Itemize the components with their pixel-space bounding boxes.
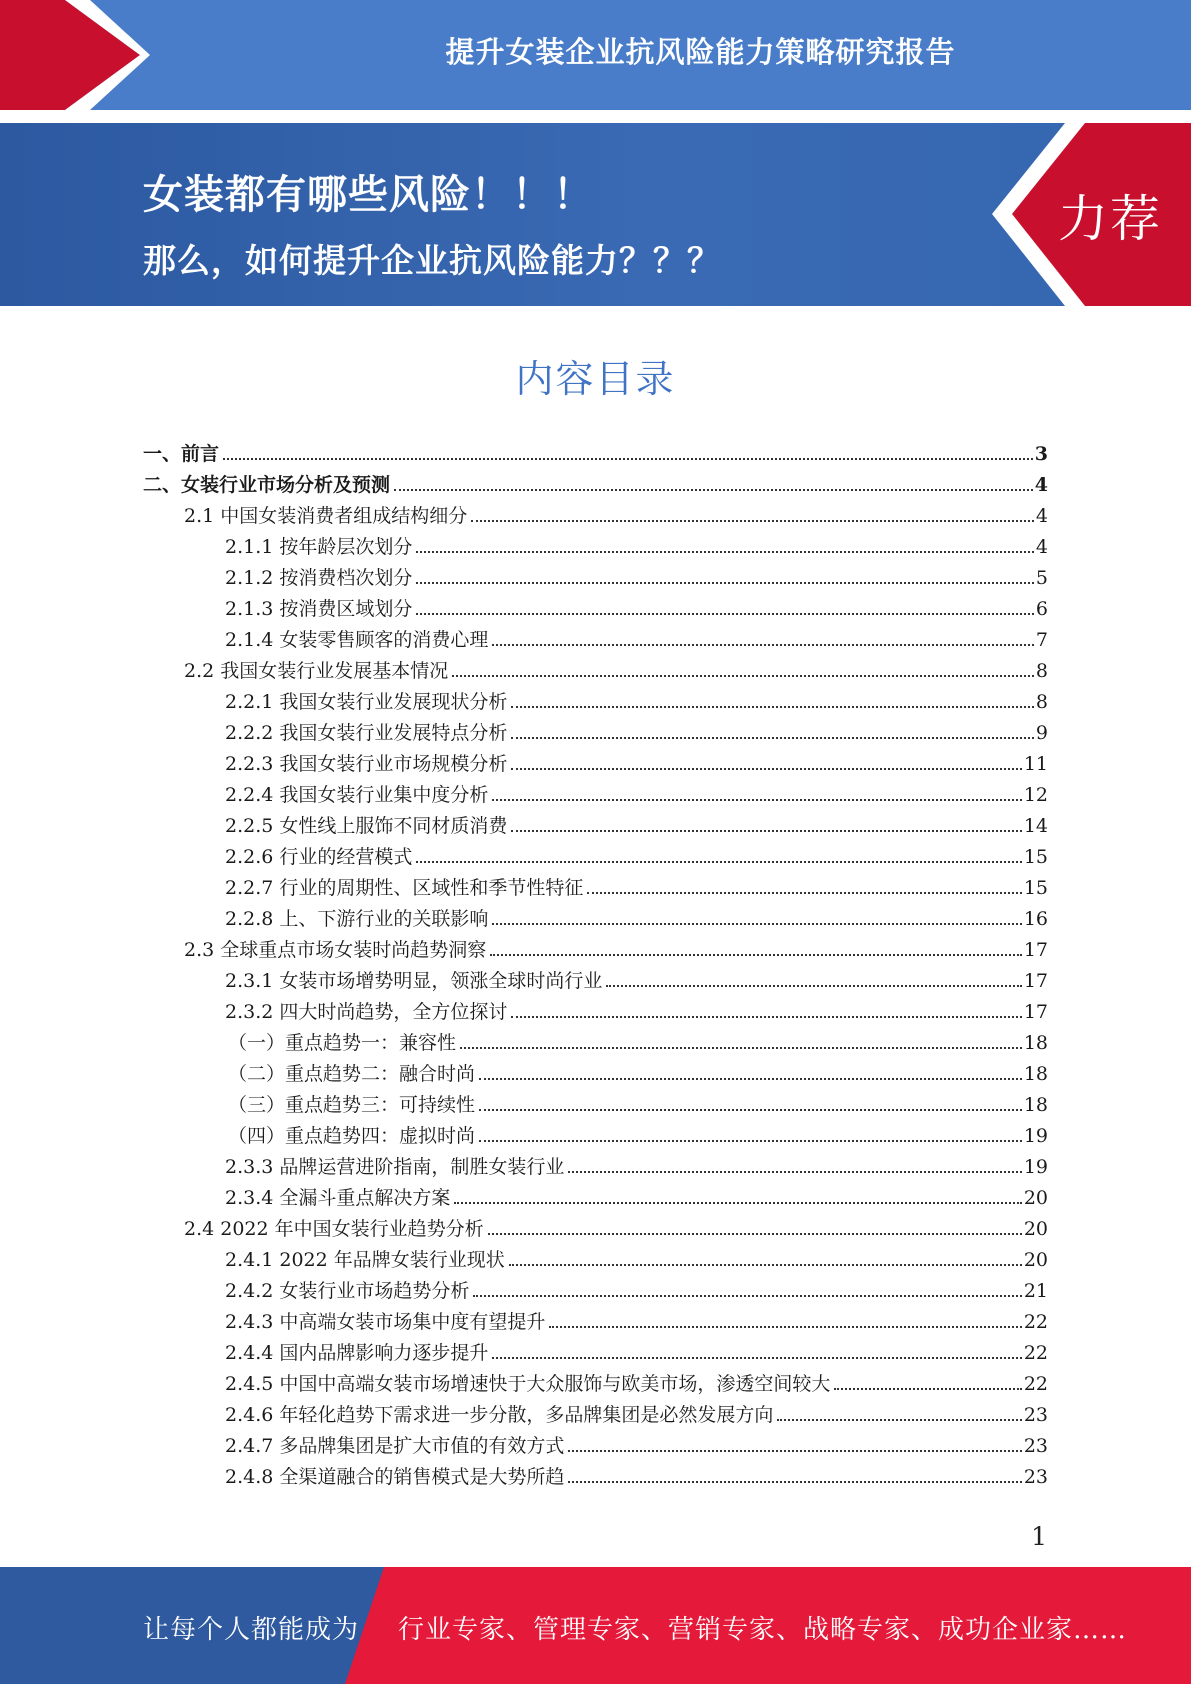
toc-entry-page: 20: [1023, 1249, 1048, 1271]
toc-entry-title: 2.1.1 按年龄层次划分: [225, 536, 413, 558]
toc-entry[interactable]: [228, 1055, 1048, 1086]
toc-entry-page: 4: [1035, 505, 1048, 527]
report-title: 提升女装企业抗风险能力策略研究报告: [445, 35, 956, 69]
toc-entry[interactable]: [225, 1272, 1048, 1303]
toc-entry-page: 15: [1023, 846, 1048, 868]
toc-entry-title: 2.3.3 品牌运营进阶指南，制胜女装行业: [225, 1156, 565, 1178]
leader-dots: [460, 1047, 1022, 1049]
leader-dots: [834, 1388, 1021, 1390]
toc-entry-title: 2.4.5 中国中高端女装市场增速快于大众服饰与欧美市场，渗透空间较大: [225, 1373, 831, 1395]
toc-entry[interactable]: [225, 621, 1048, 652]
toc-entry-page: 21: [1023, 1280, 1048, 1302]
toc-entry-title: （四）重点趋势四：虚拟时尚: [228, 1125, 476, 1147]
toc-entry[interactable]: [225, 1334, 1048, 1365]
toc-entry[interactable]: [228, 1117, 1048, 1148]
toc-entry[interactable]: [225, 590, 1048, 621]
toc-entry-title: 2.2.5 女性线上服饰不同材质消费: [225, 815, 508, 837]
toc-entry-page: 23: [1023, 1466, 1048, 1488]
toc-entry-page: 20: [1023, 1187, 1048, 1209]
top-header-band: [0, 0, 1191, 110]
toc-entry-page: 20: [1023, 1218, 1048, 1240]
toc-entry-title: 2.2.7 行业的周期性、区域性和季节性特征: [225, 877, 584, 899]
toc-entry-title: 2.4.4 国内品牌影响力逐步提升: [225, 1342, 489, 1364]
toc-entry-title: 2.2.3 我国女装行业市场规模分析: [225, 753, 508, 775]
toc-entry-title: 2.4.7 多品牌集团是扩大市值的有效方式: [225, 1435, 565, 1457]
toc-entry-title: 2.4.6 年轻化趋势下需求进一步分散，多品牌集团是必然发展方向: [225, 1404, 774, 1426]
leader-dots: [492, 799, 1021, 801]
toc-entry-page: 6: [1035, 598, 1048, 620]
recommend-badge: 力荐: [1058, 190, 1162, 248]
footer-roles: 行业专家、管理专家、营销专家、战略专家、成功企业家……: [398, 1615, 1128, 1645]
toc-entry[interactable]: [225, 1241, 1048, 1272]
leader-dots: [479, 1078, 1022, 1080]
toc-entry-page: 15: [1023, 877, 1048, 899]
leader-dots: [416, 551, 1034, 553]
toc-entry-page: 4: [1035, 536, 1048, 558]
toc-entry[interactable]: [225, 776, 1048, 807]
leader-dots: [479, 1109, 1022, 1111]
toc-entry[interactable]: [225, 962, 1048, 993]
toc-entry-title: 2.3 全球重点市场女装时尚趋势洞察: [184, 939, 487, 961]
leader-dots: [511, 768, 1021, 770]
toc-entry-page: 4: [1034, 474, 1048, 496]
toc-entry-title: 2.1 中国女装消费者组成结构细分: [184, 505, 468, 527]
leader-dots: [568, 1171, 1021, 1173]
leader-dots: [473, 1295, 1021, 1297]
toc-entry[interactable]: [228, 1024, 1048, 1055]
leader-dots: [223, 458, 1033, 460]
toc-entry-page: 16: [1023, 908, 1048, 930]
toc-entry-page: 18: [1023, 1063, 1048, 1085]
footer-slogan: 让每个人都能成为: [143, 1615, 360, 1645]
toc-entry-title: 2.3.4 全漏斗重点解决方案: [225, 1187, 451, 1209]
toc-entry[interactable]: [184, 931, 1048, 962]
toc-entry[interactable]: [225, 528, 1048, 559]
toc-entry-page: 19: [1023, 1156, 1048, 1178]
toc-entry-page: 23: [1023, 1435, 1048, 1457]
footer-band: [0, 1567, 1191, 1684]
leader-dots: [471, 520, 1034, 522]
leader-dots: [492, 644, 1034, 646]
toc-entry-title: 2.1.3 按消费区域划分: [225, 598, 413, 620]
toc-entry-page: 22: [1023, 1373, 1048, 1395]
toc-entry[interactable]: [225, 683, 1048, 714]
toc-entry-page: 17: [1023, 1001, 1048, 1023]
toc-entry[interactable]: [225, 1365, 1048, 1396]
toc-entry[interactable]: [225, 1303, 1048, 1334]
toc-entry-title: 一、前言: [143, 443, 220, 465]
leader-dots: [416, 613, 1034, 615]
leader-dots: [511, 830, 1021, 832]
leader-dots: [777, 1419, 1021, 1421]
leader-dots: [511, 706, 1034, 708]
toc-entry[interactable]: [228, 1086, 1048, 1117]
toc-entry[interactable]: [225, 993, 1048, 1024]
leader-dots: [511, 1016, 1021, 1018]
toc-heading: 内容目录: [515, 357, 676, 401]
toc-entry[interactable]: [225, 838, 1048, 869]
toc-entry-page: 9: [1035, 722, 1048, 744]
toc-entry[interactable]: [143, 435, 1048, 466]
leader-dots: [509, 1264, 1022, 1266]
toc-entry[interactable]: [225, 807, 1048, 838]
toc-entry-page: 18: [1023, 1032, 1048, 1054]
toc-entry[interactable]: [225, 1458, 1048, 1489]
toc-entry-page: 19: [1023, 1125, 1048, 1147]
leader-dots: [488, 1233, 1022, 1235]
toc-entry[interactable]: [184, 1210, 1048, 1241]
toc-entry-page: 17: [1023, 939, 1048, 961]
toc-entry-title: 2.2 我国女装行业发展基本情况: [184, 660, 449, 682]
leader-dots: [587, 892, 1021, 894]
toc-entry-title: 二、女装行业市场分析及预测: [143, 474, 391, 496]
leader-dots: [479, 1140, 1022, 1142]
leader-dots: [492, 1357, 1021, 1359]
leader-dots: [568, 1450, 1021, 1452]
toc-entry-page: 8: [1035, 660, 1048, 682]
leader-dots: [452, 675, 1034, 677]
toc-entry-page: 7: [1035, 629, 1048, 651]
leader-dots: [454, 1202, 1021, 1204]
toc-entry-page: 22: [1023, 1342, 1048, 1364]
toc-entry-title: 2.4.3 中高端女装市场集中度有望提升: [225, 1311, 546, 1333]
leader-dots: [549, 1326, 1021, 1328]
leader-dots: [416, 582, 1034, 584]
leader-dots: [606, 985, 1021, 987]
toc-entry-page: 14: [1023, 815, 1048, 837]
toc-entry-page: 18: [1023, 1094, 1048, 1116]
toc-entry[interactable]: [184, 652, 1048, 683]
toc-entry-title: （一）重点趋势一：兼容性: [228, 1032, 457, 1054]
toc-entry[interactable]: [225, 1427, 1048, 1458]
toc-entry-page: 5: [1035, 567, 1048, 589]
promo-banner: [0, 123, 1191, 306]
toc-entry-page: 12: [1023, 784, 1048, 806]
leader-dots: [416, 861, 1021, 863]
leader-dots: [492, 923, 1021, 925]
toc-entry-title: 2.3.1 女装市场增势明显，领涨全球时尚行业: [225, 970, 603, 992]
toc-entry[interactable]: [225, 745, 1048, 776]
toc-entry[interactable]: [225, 1179, 1048, 1210]
toc-entry-title: 2.1.2 按消费档次划分: [225, 567, 413, 589]
toc-entry[interactable]: [184, 497, 1048, 528]
toc-entry-title: 2.2.8 上、下游行业的关联影响: [225, 908, 489, 930]
banner-headline: 女装都有哪些风险！！！: [143, 172, 594, 218]
toc-entry[interactable]: [225, 1148, 1048, 1179]
banner-subheadline: 那么，如何提升企业抗风险能力？？？: [143, 241, 721, 280]
toc-entry-title: （三）重点趋势三：可持续性: [228, 1094, 476, 1116]
toc-entry-title: 2.4.1 2022 年品牌女装行业现状: [225, 1249, 505, 1271]
toc-entry-title: 2.2.4 我国女装行业集中度分析: [225, 784, 489, 806]
toc-entry[interactable]: [225, 1396, 1048, 1427]
toc-entry-title: 2.1.4 女装零售顾客的消费心理: [225, 629, 489, 651]
toc-entry-title: 2.2.6 行业的经营模式: [225, 846, 413, 868]
toc-entry-title: （二）重点趋势二：融合时尚: [228, 1063, 476, 1085]
toc-entry-page: 3: [1034, 443, 1048, 465]
toc-entry-page: 8: [1035, 691, 1048, 713]
toc-entry-title: 2.2.2 我国女装行业发展特点分析: [225, 722, 508, 744]
toc-entry-title: 2.3.2 四大时尚趋势，全方位探讨: [225, 1001, 508, 1023]
leader-dots: [394, 489, 1033, 491]
toc-entry-page: 23: [1023, 1404, 1048, 1426]
page-number: 1: [1031, 1522, 1047, 1551]
toc-entry-title: 2.4.2 女装行业市场趋势分析: [225, 1280, 470, 1302]
toc-entry[interactable]: [225, 900, 1048, 931]
leader-dots: [568, 1481, 1021, 1483]
leader-dots: [490, 954, 1022, 956]
toc-entry-page: 11: [1023, 753, 1048, 775]
toc-entry-page: 17: [1023, 970, 1048, 992]
toc-entry-page: 22: [1023, 1311, 1048, 1333]
toc-entry-title: 2.4 2022 年中国女装行业趋势分析: [184, 1218, 484, 1240]
toc-entry[interactable]: [225, 869, 1048, 900]
toc-entry[interactable]: [225, 559, 1048, 590]
leader-dots: [511, 737, 1034, 739]
toc-entry-title: 2.2.1 我国女装行业发展现状分析: [225, 691, 508, 713]
toc-entry[interactable]: [143, 466, 1048, 497]
toc-entry[interactable]: [225, 714, 1048, 745]
toc-entry-title: 2.4.8 全渠道融合的销售模式是大势所趋: [225, 1466, 565, 1488]
